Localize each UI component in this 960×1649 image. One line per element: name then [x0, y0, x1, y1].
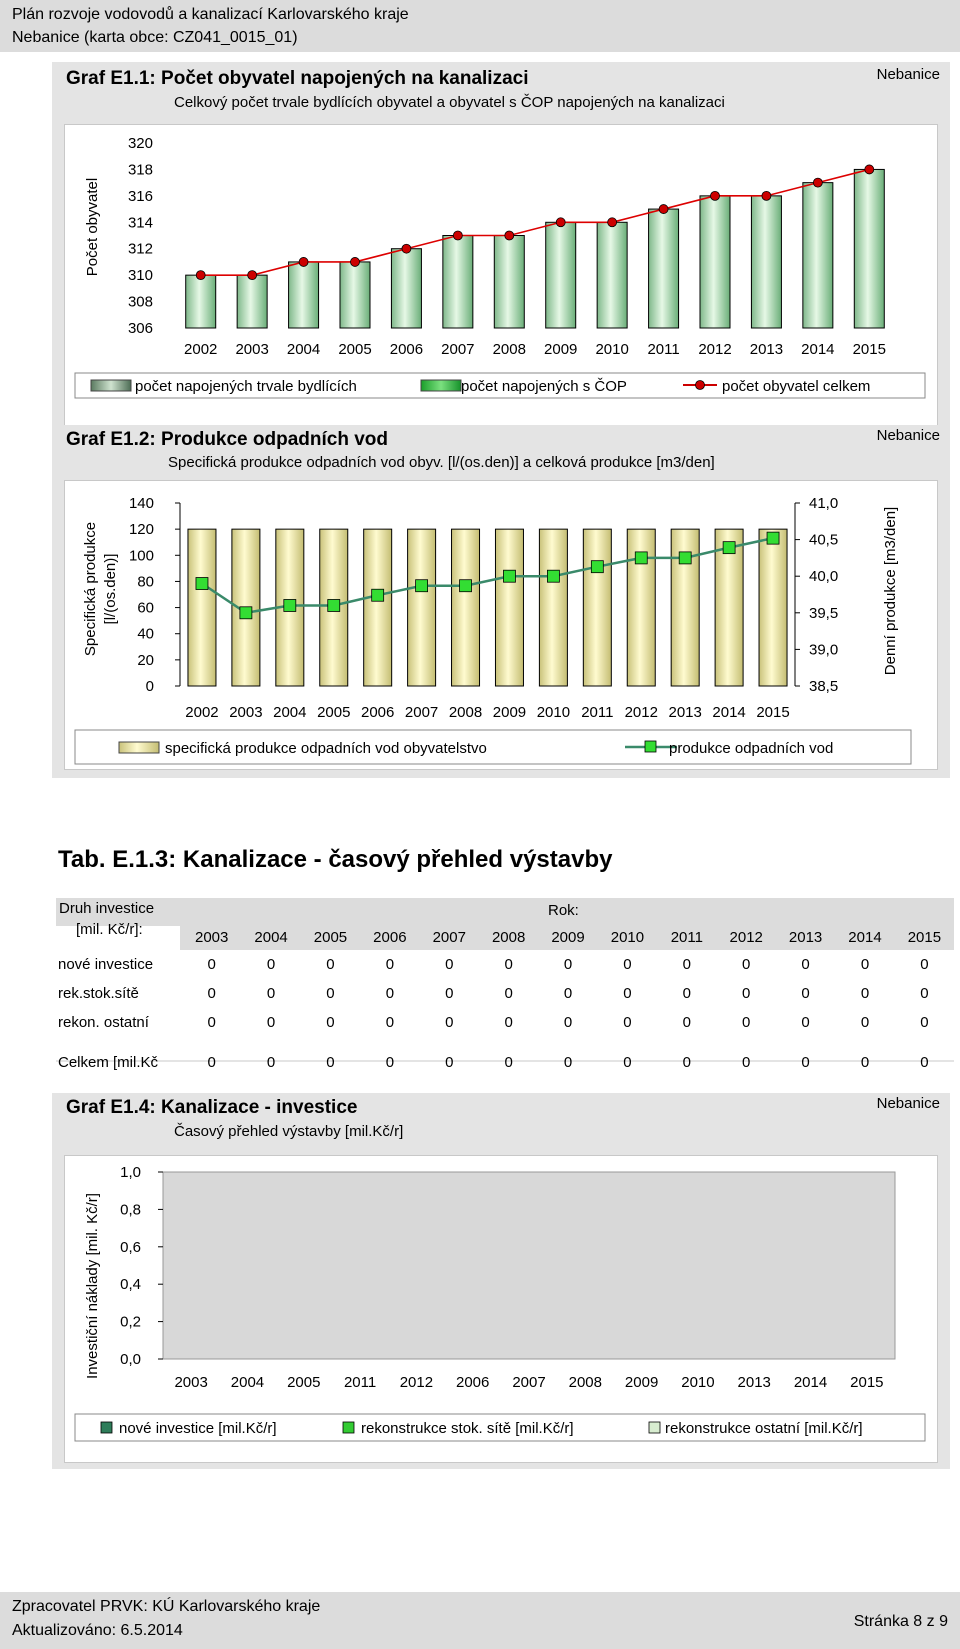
graph4-title: Graf E1.4: Kanalizace - investice: [66, 1097, 358, 1118]
table-year-header: 2015: [907, 929, 942, 946]
graph1-x-tick: 2009: [544, 341, 578, 358]
graph2-point: [503, 570, 515, 582]
table-row-label: rekon. ostatní: [58, 1014, 149, 1031]
table-cell: 0: [326, 956, 335, 973]
graph2-legend-marker: [645, 741, 656, 752]
graph4-x-tick: 2003: [174, 1374, 208, 1391]
graph1-point: [711, 191, 720, 200]
graph1-legend-item: počet obyvatel celkem: [722, 378, 871, 395]
graph1-point: [608, 218, 617, 227]
graph1-y-tick: 312: [127, 240, 153, 258]
graph2-point: [591, 561, 603, 573]
graph1-point: [196, 271, 205, 280]
graph2-point: [284, 599, 296, 611]
header-subtitle: Nebanice (karta obce: CZ041_0015_01): [12, 29, 298, 46]
graph4-x-tick: 2010: [681, 1374, 715, 1391]
table-row: [56, 950, 954, 979]
graph1-x-tick: 2007: [441, 341, 475, 358]
table-cell: 0: [207, 1054, 216, 1071]
table-cell: 0: [207, 1014, 216, 1031]
graph2-x-tick: 2008: [448, 704, 483, 721]
page-footer: [0, 1592, 960, 1649]
table-years-row: [182, 929, 954, 946]
table-cell: 0: [801, 1054, 810, 1071]
graph1-obec: Nebanice: [876, 66, 940, 83]
table-cell: 0: [742, 956, 751, 973]
table-year-header: 2013: [788, 929, 823, 946]
graph4-legend-swatch: [101, 1422, 112, 1433]
table-cell: 0: [682, 985, 691, 1002]
graph4-x-tick: 2006: [456, 1374, 490, 1391]
table-cell: 0: [266, 985, 276, 1002]
graph2-x-tick: 2010: [536, 704, 571, 721]
graph4-legend-item: rekonstrukce stok. sítě [mil.Kč/r]: [361, 1420, 574, 1437]
graph2-point: [196, 578, 208, 590]
graph1-x-tick: 2004: [286, 341, 321, 358]
graph1-bar: [597, 222, 627, 328]
table-cell: 0: [920, 1014, 929, 1031]
page-header: [0, 0, 960, 52]
graph1-bar: [854, 169, 884, 328]
graph1-bar: [700, 196, 730, 328]
graph1-bar: [546, 222, 576, 328]
graph1-point: [556, 218, 565, 227]
graph2-x-tick: 2005: [317, 704, 351, 721]
graph1-x-tick: 2014: [801, 341, 835, 358]
graph4-x-tick: 2009: [624, 1374, 659, 1391]
graph4-plot-area: [64, 1155, 938, 1463]
graph1-point: [299, 257, 308, 266]
graph2-y2-tick: 38,5: [809, 678, 839, 695]
table-year-header: 2012: [729, 929, 763, 946]
table-cell: 0: [504, 1014, 513, 1031]
graph4-y-tick: 0,0: [120, 1351, 141, 1368]
graph1-point: [813, 178, 822, 187]
graph2-point: [679, 552, 691, 564]
graph2-x-tick: 2004: [273, 704, 307, 721]
table-cell: 0: [623, 1014, 632, 1031]
graph2-y2label: Denní produkce [m3/den]: [882, 506, 899, 676]
table-year-header: 2009: [551, 929, 585, 946]
graph2-y-tick: 120: [128, 521, 154, 539]
table-row: [56, 979, 954, 1008]
table-cell: 0: [742, 1014, 751, 1031]
table-cell: 0: [385, 956, 395, 973]
table-total: [56, 1048, 954, 1077]
graph1-bar: [649, 209, 679, 328]
graph1-point: [402, 244, 411, 253]
graph1-x-tick: 2010: [595, 341, 629, 358]
footer-author: Zpracovatel PRVK: KÚ Karlovarského kraje: [12, 1598, 321, 1615]
table-cell: 0: [326, 985, 335, 1002]
graph2-title: Graf E1.2: Produkce odpadních vod: [66, 429, 389, 450]
table-cell: 0: [504, 985, 513, 1002]
table-row-label: Celkem [mil.Kč: [58, 1054, 159, 1071]
graph4-legend-item: rekonstrukce ostatní [mil.Kč/r]: [665, 1420, 863, 1437]
graph1-point: [248, 271, 257, 280]
graph1-bar: [391, 249, 421, 328]
table-cell: 0: [266, 1054, 276, 1071]
graph2-x-tick: 2009: [492, 704, 527, 721]
graph2-chart: [65, 481, 937, 769]
table-year-header: 2014: [848, 929, 882, 946]
graph4-obec: Nebanice: [876, 1095, 940, 1112]
graph4-y-tick: 1,0: [120, 1164, 141, 1181]
graph2-y-tick: 100: [128, 547, 154, 565]
graph1-y-tick: 318: [127, 161, 153, 179]
graph1-point: [865, 165, 874, 174]
table-cell: 0: [920, 956, 929, 973]
graph4-x-tick: 2004: [230, 1374, 265, 1391]
graph1-y-tick: 314: [127, 214, 153, 232]
graph1-point: [505, 231, 514, 240]
table-cell: 0: [445, 1014, 454, 1031]
graph4-y-tick: 0,2: [120, 1313, 141, 1331]
table-row: [56, 1008, 954, 1037]
graph2-point: [723, 542, 735, 554]
graph2-panel: [52, 425, 950, 778]
table-row-label: rek.stok.sítě: [58, 985, 139, 1002]
graph2-x-tick: 2011: [581, 704, 614, 721]
table-cell: 0: [207, 985, 216, 1002]
graph2-bar: [539, 529, 567, 686]
graph2-y2-tick: 40,0: [809, 568, 839, 586]
table-cell: 0: [385, 1014, 395, 1031]
table-year-header: 2004: [254, 929, 288, 946]
table-cell: 0: [742, 985, 751, 1002]
graph2-point: [767, 532, 779, 544]
graph2-y2-tick: 39,0: [809, 641, 839, 659]
graph2-x-tick: 2015: [756, 704, 790, 721]
graph1-point: [659, 205, 668, 214]
table-cell: 0: [385, 1054, 395, 1071]
graph4-x-tick: 2008: [568, 1374, 602, 1391]
table-cell: 0: [920, 985, 929, 1002]
graph4-y-tick: 0,8: [120, 1201, 141, 1219]
graph2-ylabel-line2: [l/(os.den)]: [102, 553, 119, 625]
table-cell: 0: [860, 985, 870, 1002]
table-cell: 0: [326, 1014, 335, 1031]
graph2-point: [372, 589, 384, 601]
graph1-x-tick: 2005: [338, 341, 372, 358]
graph4-x-tick: 2007: [512, 1374, 546, 1391]
graph2-x-tick: 2002: [185, 704, 219, 721]
table-year-header: 2003: [195, 929, 229, 946]
graph1-x-tick: 2013: [749, 341, 784, 358]
graph2-plot-area: [64, 480, 938, 770]
table-cell: 0: [326, 1054, 335, 1071]
graph2-obec: Nebanice: [876, 427, 940, 444]
table-cell: 0: [860, 956, 870, 973]
table-cell: 0: [445, 1054, 454, 1071]
graph4-subtitle: Časový přehled výstavby [mil.Kč/r]: [174, 1123, 404, 1140]
graph2-point: [635, 552, 647, 564]
table-head-line2: [mil. Kč/r]:: [76, 921, 143, 938]
table-cell: 0: [623, 985, 632, 1002]
table-cell: 0: [445, 956, 454, 973]
table-cell: 0: [207, 956, 216, 973]
graph1-bar: [751, 196, 781, 328]
graph4-legend-item: nové investice [mil.Kč/r]: [119, 1420, 277, 1437]
header-title: Plán rozvoje vodovodů a kanalizací Karlovarského kraje: [12, 6, 409, 23]
graph4-x-tick: 2012: [399, 1374, 434, 1391]
graph2-y2-tick: 40,5: [809, 531, 839, 549]
graph1-legend-swatch-bar: [91, 380, 131, 391]
footer-page-number: Stránka 8 z 9: [853, 1613, 948, 1630]
graph1-y-tick: 316: [127, 187, 153, 205]
graph4-ylabel: Investiční náklady [mil. Kč/r]: [84, 1193, 101, 1379]
table-cell: 0: [445, 985, 454, 1002]
graph1-y-tick: 308: [127, 293, 153, 311]
graph1-bar: [186, 275, 216, 328]
graph4-plot-bg: [163, 1172, 895, 1359]
graph1-legend-marker: [696, 381, 705, 390]
table-cell: 0: [682, 956, 691, 973]
graph2-bar: [759, 529, 787, 686]
table-title: Tab. E.1.3: Kanalizace - časový přehled výstavby: [58, 846, 613, 873]
graph1-ylabel: Počet obyvatel: [84, 177, 101, 277]
table-cell: 0: [682, 1014, 691, 1031]
table-year-header: 2011: [670, 929, 703, 946]
graph4-y-tick: 0,4: [120, 1276, 141, 1294]
graph1-plot-area: [64, 124, 938, 426]
graph1-point: [453, 231, 462, 240]
table-cell: 0: [682, 1054, 691, 1071]
table-cell: 0: [860, 1014, 870, 1031]
graph1-bar: [340, 262, 370, 328]
graph1-legend-item: počet napojených trvale bydlících: [135, 378, 357, 395]
table-cell: 0: [266, 1014, 276, 1031]
graph2-bar: [188, 529, 216, 686]
graph2-ylabel-line1: Specifická produkce: [82, 521, 99, 657]
table-body: [56, 950, 954, 1037]
graph1-panel: [52, 62, 950, 435]
graph2-subtitle: Specifická produkce odpadních vod obyv. [l/(os.den)] a celková produkce [m3/den]: [168, 454, 715, 471]
graph2-x-tick: 2014: [712, 704, 746, 721]
graph1-bar: [494, 236, 524, 329]
table-year-header: 2010: [610, 929, 645, 946]
graph1-x-tick: 2002: [184, 341, 218, 358]
table-cell: 0: [920, 1054, 929, 1071]
graph2-point: [328, 599, 340, 611]
table-cell: 0: [801, 956, 810, 973]
graph1-y-tick: 320: [127, 135, 153, 152]
graph1-subtitle: Celkový počet trvale bydlících obyvatel a obyvatel s ČOP napojených na kanalizaci: [174, 94, 725, 111]
graph1-chart: [65, 125, 937, 425]
graph4-x-tick: 2011: [343, 1374, 377, 1391]
graph1-bar: [289, 262, 319, 328]
graph2-y-tick: 40: [137, 625, 154, 643]
table-cell: 0: [801, 1014, 810, 1031]
table-cell: 0: [860, 1054, 870, 1071]
graph1-point: [762, 191, 771, 200]
table-total-row: [56, 1048, 954, 1077]
graph1-bar: [237, 275, 267, 328]
table-head-bg: [56, 898, 954, 926]
graph2-legend-item: produkce odpadních vod: [669, 740, 834, 757]
graph4-x-tick: 2005: [287, 1374, 321, 1391]
table-row-label: nové investice: [58, 956, 154, 973]
graph2-y-tick: 0: [145, 678, 154, 695]
graph2-bar: [583, 529, 611, 686]
graph1-x-tick: 2006: [389, 341, 424, 358]
graph4-chart: [65, 1156, 937, 1462]
graph2-y2-tick: 39,5: [809, 604, 839, 622]
table-cell: 0: [504, 1054, 513, 1071]
graph1-x-tick: 2003: [235, 341, 269, 358]
graph2-y-tick: 140: [128, 495, 154, 512]
table-year-header: 2006: [373, 929, 407, 946]
graph2-legend-swatch-bar: [119, 742, 159, 753]
graph4-legend-swatch: [649, 1422, 660, 1433]
table-cell: 0: [742, 1054, 751, 1071]
graph1-x-tick: 2012: [698, 341, 732, 358]
graph2-x-tick: 2013: [668, 704, 702, 721]
graph4-y-tick: 0,6: [120, 1238, 141, 1256]
graph2-x-tick: 2003: [229, 704, 263, 721]
graph4-x-tick: 2014: [793, 1374, 828, 1391]
table-cell: 0: [504, 956, 513, 973]
table-head-line1: Druh investice: [59, 900, 155, 917]
graph1-x-tick: 2008: [492, 341, 526, 358]
graph2-point: [240, 607, 252, 619]
graph2-point: [547, 570, 559, 582]
graph1-point: [351, 257, 360, 266]
graph1-x-tick: 2011: [647, 341, 680, 358]
graph2-y2-tick: 41,0: [809, 495, 839, 512]
table-year-header: 2005: [313, 929, 348, 946]
graph2-y-tick: 60: [137, 599, 154, 617]
graph4-legend-swatch: [343, 1422, 354, 1433]
graph2-y-tick: 20: [137, 651, 154, 669]
footer-updated: Aktualizováno: 6.5.2014: [12, 1622, 183, 1639]
graph1-legend-swatch-cop: [421, 380, 461, 391]
table-cell: 0: [563, 956, 573, 973]
graph2-bar: [452, 529, 480, 686]
graph1-x-tick: 2015: [852, 341, 886, 358]
graph2-x-tick: 2006: [360, 704, 395, 721]
graph2-point: [416, 580, 428, 592]
graph2-x-tick: 2012: [624, 704, 658, 721]
table-cell: 0: [385, 985, 395, 1002]
graph4-x-tick: 2013: [737, 1374, 771, 1391]
table-cell: 0: [801, 985, 810, 1002]
table-cell: 0: [623, 1054, 632, 1071]
table-cell: 0: [563, 1054, 573, 1071]
graph1-y-tick: 306: [127, 320, 153, 337]
graph1-bar: [443, 236, 473, 329]
graph4-panel: [52, 1093, 950, 1469]
table-cell: 0: [266, 956, 276, 973]
graph2-bar: [364, 529, 392, 686]
graph1-title: Graf E1.1: Počet obyvatel napojených na kanalizaci: [66, 68, 529, 89]
table-year-header: 2007: [432, 929, 466, 946]
graph1-y-tick: 310: [127, 267, 153, 285]
graph2-bar: [495, 529, 523, 686]
table-rok-label: Rok:: [548, 902, 579, 919]
graph2-bar: [408, 529, 436, 686]
graph4-x-tick: 2015: [850, 1374, 884, 1391]
graph2-point: [460, 580, 472, 592]
graph1-bar: [803, 183, 833, 328]
graph2-x-tick: 2007: [404, 704, 439, 721]
table-cell: 0: [623, 956, 632, 973]
graph1-legend-item: počet napojených s ČOP: [461, 378, 627, 395]
table-year-header: 2008: [491, 929, 526, 946]
graph2-legend-item: specifická produkce odpadních vod obyvatelstvo: [165, 740, 487, 757]
table-cell: 0: [563, 985, 573, 1002]
graph2-y-tick: 80: [137, 573, 154, 591]
table-cell: 0: [563, 1014, 573, 1031]
